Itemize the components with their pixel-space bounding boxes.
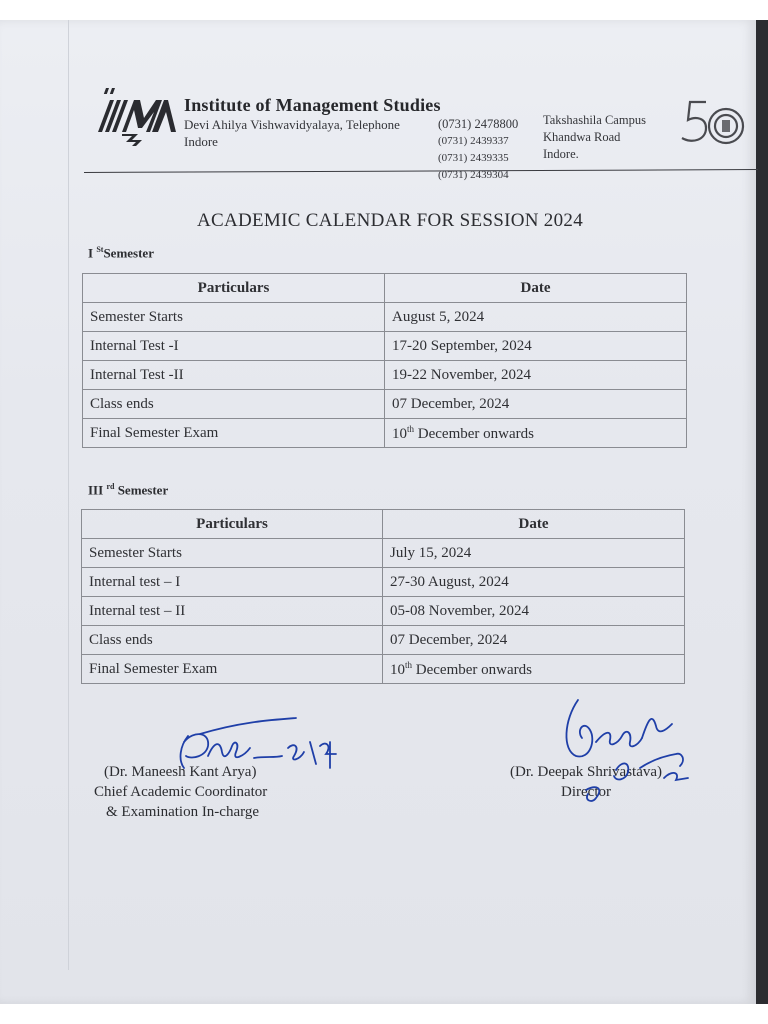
semester-1-word: Semester <box>103 245 154 261</box>
header-particulars: Particulars <box>82 510 383 539</box>
campus-line-3: Indore. <box>543 147 579 161</box>
date-cell: 27-30 August, 2024 <box>383 568 685 597</box>
left-signatory-name: (Dr. Maneesh Kant Arya) <box>104 764 257 780</box>
phone-4: (0731) 2439304 <box>438 169 509 181</box>
date-ordinal: th <box>407 423 415 434</box>
header-date: Date <box>383 510 685 539</box>
particular-cell: Internal Test -I <box>83 332 385 361</box>
left-signatory-title: Chief Academic Coordinator <box>94 784 268 800</box>
date-cell: 07 December, 2024 <box>383 626 685 655</box>
table-row <box>82 655 685 684</box>
table-row <box>83 361 687 390</box>
table-row <box>83 419 687 448</box>
date-rest: December onwards <box>417 425 534 442</box>
table-row <box>82 597 685 626</box>
semester-3-heading <box>88 482 168 498</box>
date-cell: 17-20 September, 2024 <box>385 332 687 361</box>
phone-3: (0731) 2439335 <box>438 152 509 164</box>
header-particulars: Particulars <box>83 274 385 303</box>
left-signatory-role: & Examination In-charge <box>106 804 260 820</box>
address-line-1: Devi Ahilya Vishwavidyalaya, Telephone <box>184 117 400 132</box>
semester-1-ordinal: St <box>96 245 104 254</box>
table-row <box>83 303 687 332</box>
table-row <box>82 626 685 655</box>
date-cell <box>383 655 685 684</box>
margin-line <box>68 20 69 970</box>
table-row <box>83 390 687 419</box>
particular-cell: Semester Starts <box>82 539 383 568</box>
particular-cell: Final Semester Exam <box>82 655 383 684</box>
anniversary-emblem-icon <box>676 96 748 152</box>
document-title: ACADEMIC CALENDAR FOR SESSION 2024 <box>196 210 583 231</box>
right-handwritten-signature <box>556 690 706 810</box>
semester-3-table <box>81 509 685 684</box>
particular-cell: Class ends <box>83 390 385 419</box>
ims-logo-icon <box>92 88 176 148</box>
phone-2: (0731) 2439337 <box>438 135 509 147</box>
date-cell: 05-08 November, 2024 <box>383 597 685 626</box>
table-header-row <box>82 510 685 539</box>
campus-line-1: Takshashila Campus <box>543 113 646 127</box>
particular-cell: Internal test – I <box>82 568 383 597</box>
date-cell: 19-22 November, 2024 <box>385 361 687 390</box>
particular-cell: Internal Test -II <box>83 361 385 390</box>
particular-cell: Final Semester Exam <box>83 419 385 448</box>
phone-numbers <box>438 116 518 184</box>
campus-address <box>543 112 646 163</box>
date-day: 10 <box>390 661 405 678</box>
semester-3-ordinal: rd <box>106 482 115 491</box>
phone-1: (0731) 2478800 <box>438 117 519 131</box>
date-cell: August 5, 2024 <box>385 303 687 332</box>
header-date: Date <box>385 274 687 303</box>
date-rest: December onwards <box>415 661 532 678</box>
table-header-row <box>83 274 687 303</box>
semester-3-number: III <box>88 482 104 498</box>
particular-cell: Class ends <box>82 626 383 655</box>
institute-name: Institute of Management Studies <box>184 95 441 115</box>
semester-1-heading <box>88 245 154 261</box>
campus-line-2: Khandwa Road <box>543 130 621 144</box>
right-signatory-name: (Dr. Deepak Shrivastava) <box>510 764 663 780</box>
particular-cell: Semester Starts <box>83 303 385 332</box>
semester-1-number: I <box>88 245 94 261</box>
date-cell <box>385 419 687 448</box>
institute-address <box>184 116 400 150</box>
semester-1-table <box>82 273 687 448</box>
date-ordinal: th <box>405 659 413 670</box>
semester-3-word: Semester <box>117 482 169 498</box>
date-cell: July 15, 2024 <box>383 539 685 568</box>
right-signatory-title: Director <box>561 784 611 800</box>
table-row <box>83 332 687 361</box>
address-line-2: Indore <box>184 134 218 149</box>
date-cell: 07 December, 2024 <box>385 390 687 419</box>
table-row <box>82 539 685 568</box>
particular-cell: Internal test – II <box>82 597 383 626</box>
left-handwritten-signature <box>170 712 360 782</box>
table-row <box>82 568 685 597</box>
date-day: 10 <box>392 425 407 442</box>
